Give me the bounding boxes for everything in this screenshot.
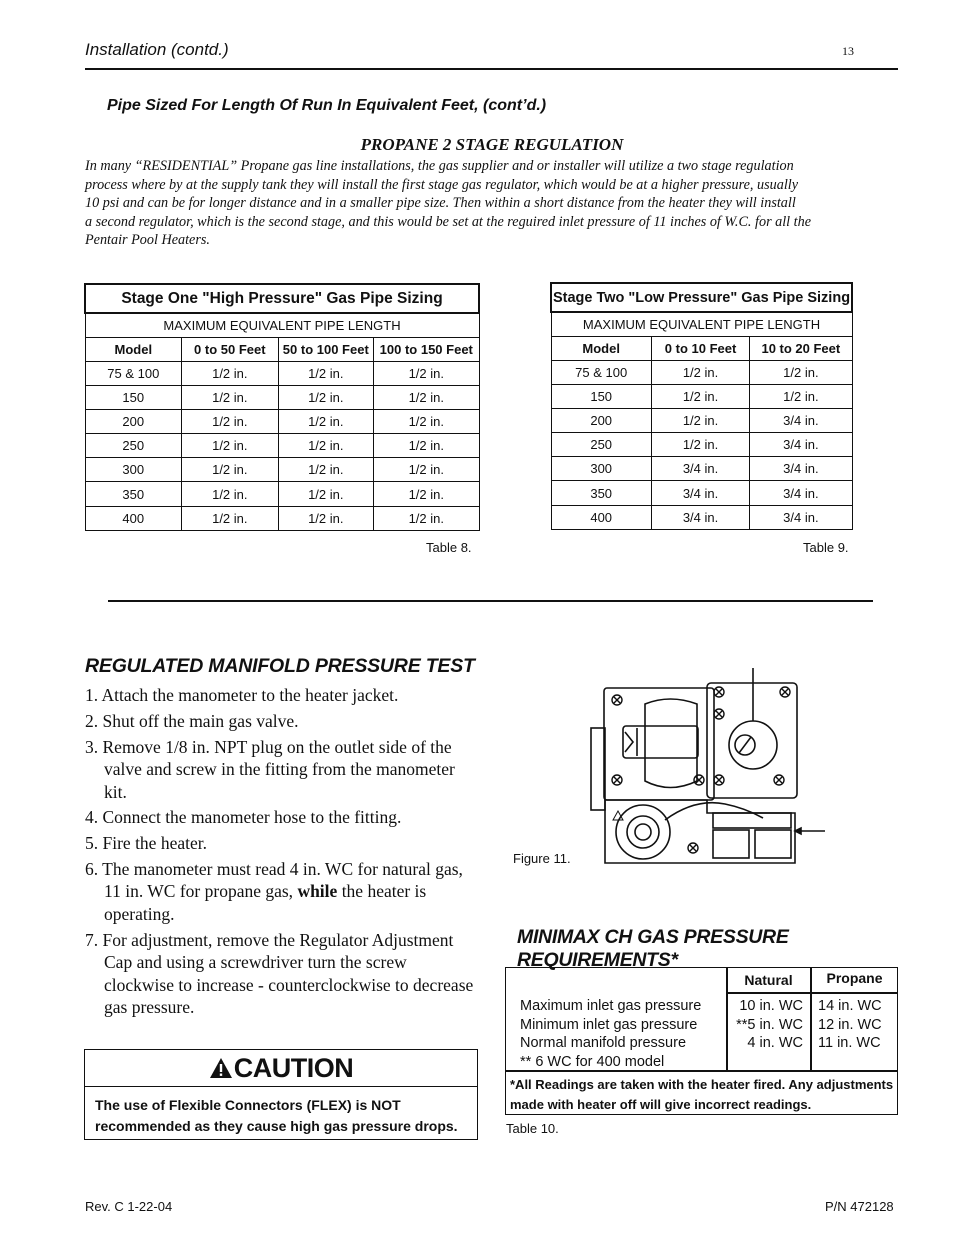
table-cell: 400 <box>551 505 651 529</box>
table-cell: 1/2 in. <box>182 434 278 458</box>
table-cell: 1/2 in. <box>374 434 479 458</box>
propane-line: a second regulator, which is the second stage, and this would be set at the reguired inlet pressure of 11 inches of W.C. for all the <box>85 213 811 230</box>
table-row <box>85 506 479 530</box>
natural-value: 10 in. WC <box>739 998 803 1014</box>
list-item: 5. Fire the heater. <box>85 833 207 854</box>
table-cell: 3/4 in. <box>651 505 749 529</box>
table8-col-header: 100 to 150 Feet <box>374 337 479 361</box>
table-row <box>551 360 852 384</box>
table-row <box>85 482 479 506</box>
propane-line: Pentair Pool Heaters. <box>85 232 210 248</box>
table-cell: 250 <box>85 434 182 458</box>
table-cell: 1/2 in. <box>182 361 278 385</box>
propane-values <box>818 997 882 1053</box>
part-number: P/N 472128 <box>825 1199 894 1214</box>
table-row <box>551 481 852 505</box>
table-row <box>85 434 479 458</box>
manifold-steps-list <box>85 684 480 1022</box>
table9-subtitle: MAXIMUM EQUIVALENT PIPE LENGTH <box>551 312 852 336</box>
table-cell: 1/2 in. <box>651 384 749 408</box>
revision-label: Rev. C 1-22-04 <box>85 1199 173 1214</box>
table-cell: 1/2 in. <box>374 409 479 433</box>
table-cell: 3/4 in. <box>651 457 749 481</box>
step6-bold: while <box>297 881 338 902</box>
table-cell: 1/2 in. <box>278 361 374 385</box>
table-cell: 350 <box>551 481 651 505</box>
table-stage-two <box>550 282 853 530</box>
table8-col-header: 50 to 100 Feet <box>278 337 374 361</box>
table-cell: 1/2 in. <box>278 434 374 458</box>
page-number: 13 <box>842 44 854 58</box>
propane-title: PROPANE 2 STAGE REGULATION <box>360 135 624 154</box>
natural-value: 4 in. WC <box>747 1035 803 1052</box>
pressure-label: ** 6 WC for 400 model <box>520 1053 665 1070</box>
table-cell: 350 <box>85 482 182 506</box>
table-cell: 150 <box>85 385 182 409</box>
caution-header <box>85 1050 477 1087</box>
natural-values <box>726 997 803 1053</box>
table8-title: Stage One "High Pressure" Gas Pipe Sizing <box>85 284 479 313</box>
caution-box <box>84 1049 478 1140</box>
table-cell: 300 <box>551 457 651 481</box>
table-cell: 1/2 in. <box>374 361 479 385</box>
step6-text-end: the heater is operating. <box>104 881 427 924</box>
step6-text: 6. The manometer must read 4 in. WC for natural gas, 11 in. WC for propane gas, <box>85 858 463 902</box>
natural-header: Natural <box>744 972 793 988</box>
table-cell: 1/2 in. <box>750 384 852 408</box>
propane-value: 14 in. WC <box>818 998 882 1014</box>
table-row <box>85 458 479 482</box>
table-row <box>551 457 852 481</box>
table-stage-one <box>84 283 480 531</box>
list-item: 2. Shut off the main gas valve. <box>85 710 299 731</box>
table-cell: 1/2 in. <box>182 482 278 506</box>
table-cell: 1/2 in. <box>374 482 479 506</box>
pressure-label: Maximum inlet gas pressure <box>520 998 702 1014</box>
pressure-labels <box>520 997 701 1071</box>
table-cell: 200 <box>551 408 651 432</box>
table-row <box>85 361 479 385</box>
table8-col-header: Model <box>85 337 182 361</box>
table-row <box>85 409 479 433</box>
page-header-title: Installation (contd.) <box>85 40 229 59</box>
table-cell: 400 <box>85 506 182 530</box>
table-cell: 1/2 in. <box>651 433 749 457</box>
table9-title: Stage Two "Low Pressure" Gas Pipe Sizing <box>551 283 852 312</box>
table-cell: 3/4 in. <box>750 457 852 481</box>
gas-valve-figure <box>585 668 835 868</box>
list-item: 4. Connect the manometer hose to the fitting. <box>85 807 402 828</box>
table-cell: 250 <box>551 433 651 457</box>
table-cell: 1/2 in. <box>278 506 374 530</box>
table-cell: 1/2 in. <box>651 360 749 384</box>
pipe-section-heading: Pipe Sized For Length Of Run In Equivalent Feet, (cont’d.) <box>107 97 547 114</box>
propane-line: process where by at the supply tank they will install the first stage gas regulator, which would be at a higher pressure, usually <box>85 176 798 193</box>
pressure-label: Minimum inlet gas pressure <box>520 1016 698 1033</box>
table-cell: 1/2 in. <box>651 408 749 432</box>
list-item: 7. For adjustment, remove the Regulator Adjustment Cap and using a screwdriver turn the screw clockwise to increase - counterclockwise to decrease gas pressure. <box>85 929 474 1018</box>
table-cell: 1/2 in. <box>374 458 479 482</box>
box-divider <box>726 992 898 994</box>
propane-header: Propane <box>826 970 883 986</box>
table-cell: 3/4 in. <box>750 481 852 505</box>
caution-label: CAUTION <box>233 1052 354 1083</box>
table-cell: 3/4 in. <box>750 505 852 529</box>
table-cell: 1/2 in. <box>182 506 278 530</box>
header-rule <box>85 68 898 70</box>
table-row <box>551 384 852 408</box>
table-cell: 3/4 in. <box>750 408 852 432</box>
table-cell: 75 & 100 <box>85 361 182 385</box>
propane-line: In many “RESIDENTIAL” Propane gas line installations, the gas supplier and or installer will utilize a two stage regulation <box>85 158 794 174</box>
propane-value: 11 in. WC <box>818 1035 881 1052</box>
table-cell: 3/4 in. <box>750 433 852 457</box>
table-cell: 1/2 in. <box>374 385 479 409</box>
table8-subtitle: MAXIMUM EQUIVALENT PIPE LENGTH <box>85 313 479 337</box>
table-cell: 1/2 in. <box>182 458 278 482</box>
table-row <box>551 408 852 432</box>
table9-col-header: Model <box>551 336 651 360</box>
table-cell: 1/2 in. <box>278 458 374 482</box>
list-item <box>85 858 480 926</box>
table10-caption: Table 10. <box>506 1121 559 1136</box>
table9-col-header: 10 to 20 Feet <box>750 336 852 360</box>
table9-col-header: 0 to 10 Feet <box>651 336 749 360</box>
list-item: 3. Remove 1/8 in. NPT plug on the outlet side of the valve and screw in the fitting from the manometer kit. <box>85 736 455 802</box>
table-cell: 75 & 100 <box>551 360 651 384</box>
list-item: 1. Attach the manometer to the heater jacket. <box>85 685 399 705</box>
pressure-footnote: *All Readings are taken with the heater fired. Any adjustments made with heater off will give incorrect readings. <box>510 1077 894 1112</box>
table8-caption: Table 8. <box>426 540 472 555</box>
table-cell: 300 <box>85 458 182 482</box>
table-row <box>551 505 852 529</box>
propane-line: 10 psi and can be for longer distance and in a smaller pipe size. Then within a short distance from the heater they will install <box>85 195 796 211</box>
table-cell: 200 <box>85 409 182 433</box>
table-cell: 3/4 in. <box>651 481 749 505</box>
table9-caption: Table 9. <box>803 540 849 555</box>
minimax-heading: MINIMAX CH GAS PRESSURE REQUIREMENTS* <box>517 926 789 971</box>
pressure-label: Normal manifold pressure <box>520 1035 687 1052</box>
propane-value: 12 in. WC <box>818 1016 882 1033</box>
table-cell: 1/2 in. <box>750 360 852 384</box>
table-cell: 1/2 in. <box>182 385 278 409</box>
warning-triangle-icon <box>209 1057 233 1079</box>
table-row <box>85 385 479 409</box>
manifold-heading: REGULATED MANIFOLD PRESSURE TEST <box>85 655 475 677</box>
propane-paragraph <box>85 157 895 250</box>
section-divider <box>108 600 873 602</box>
table-row <box>551 433 852 457</box>
table8-col-header: 0 to 50 Feet <box>182 337 278 361</box>
table-cell: 1/2 in. <box>374 506 479 530</box>
caution-text: The use of Flexible Connectors (FLEX) is NOT recommended as they cause high gas pressure drops. <box>95 1097 458 1134</box>
table-cell: 1/2 in. <box>278 482 374 506</box>
table-cell: 1/2 in. <box>278 409 374 433</box>
natural-value: **5 in. WC <box>736 1016 803 1033</box>
figure-caption: Figure 11. <box>513 851 571 866</box>
table-cell: 150 <box>551 384 651 408</box>
table-cell: 1/2 in. <box>182 409 278 433</box>
table-cell: 1/2 in. <box>278 385 374 409</box>
